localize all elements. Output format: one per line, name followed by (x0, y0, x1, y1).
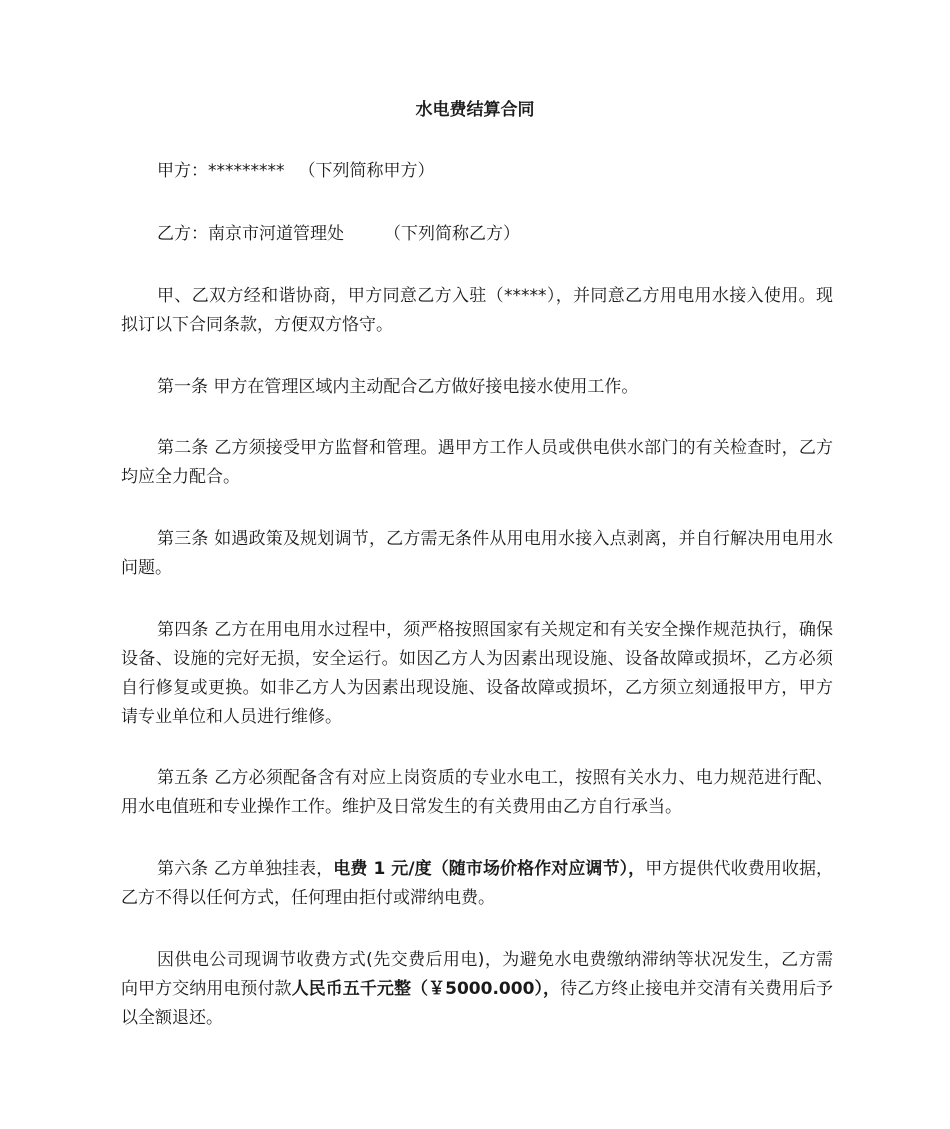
party-b-name: 南京市河道管理处 (208, 224, 344, 244)
party-a-name: ********* (208, 161, 285, 181)
electricity-rate: 电费 1 元/度（随市场价格作对应调节）， (333, 859, 646, 879)
article-4 (121, 616, 833, 732)
party-b-label: 乙方： (157, 224, 208, 244)
article-4-heading: 第四条 (157, 620, 209, 640)
article-5-heading: 第五条 (157, 768, 209, 788)
deposit-text-before: 因供电公司现调节收费方式(先交费后用电)，为避免水电费缴纳滞纳等状况发生，乙方需向甲方交纳用电预付款 (121, 950, 833, 999)
article-1 (121, 373, 833, 402)
article-3-text: 如遇政策及规划调节，乙方需无条件从用电用水接入点剥离，并自行解决用电用水问题。 (121, 529, 834, 578)
article-1-text: 甲方在管理区域内主动配合乙方做好接电接水使用工作。 (213, 377, 639, 397)
party-b-alias: （下列简称乙方） (384, 224, 520, 244)
article-5 (121, 764, 833, 822)
document-title: 水电费结算合同 (415, 100, 535, 120)
deposit-text-after: 待乙方终止接电并交清有关费用后予以全额退还。 (121, 979, 833, 1028)
article-6-heading: 第六条 (157, 859, 209, 879)
intro-paragraph: 甲、乙双方经和谐协商，甲方同意乙方入驻（*****），并同意乙方用电用水接入使用。现拟订以下合同条款，方便双方恪守。 (121, 286, 833, 335)
party-a-alias: （下列简称甲方） (298, 161, 435, 181)
article-6-text-after: 甲方提供代收费用收据，乙方不得以任何方式，任何理由拒付或滞纳电费。 (121, 859, 834, 908)
party-a-line (121, 157, 833, 186)
article-2-text: 乙方须接受甲方监督和管理。遇甲方工作人员或供电供水部门的有关检查时，乙方均应全力配合。 (121, 438, 834, 487)
deposit-paragraph (121, 946, 833, 1033)
party-b-line (121, 220, 833, 249)
article-1-heading: 第一条 (157, 377, 208, 397)
article-2-heading: 第二条 (157, 438, 209, 458)
article-2 (121, 434, 833, 492)
article-6-text-before: 乙方单独挂表， (213, 859, 334, 879)
article-3-heading: 第三条 (157, 529, 209, 549)
article-4-text: 乙方在用电用水过程中，须严格按照国家有关规定和有关安全操作规范执行，确保设备、设施的完好无损，安全运行。如因乙方人为因素出现设施、设备故障或损坏，乙方必须自行修复或更换。如非乙方人为因素出现设施、设备故障或损坏，乙方须立刻通报甲方，甲方请专业单位和人员进行维修。 (121, 620, 834, 727)
party-a-label: 甲方： (157, 161, 208, 181)
deposit-amount: 人民币五千元整（￥5000.000）， (291, 979, 561, 999)
article-6 (121, 855, 833, 913)
article-5-text: 乙方必须配备含有对应上岗资质的专业水电工，按照有关水力、电力规范进行配、用水电值班和专业操作工作。维护及日常发生的有关费用由乙方自行承当。 (121, 768, 834, 817)
article-3 (121, 525, 833, 583)
